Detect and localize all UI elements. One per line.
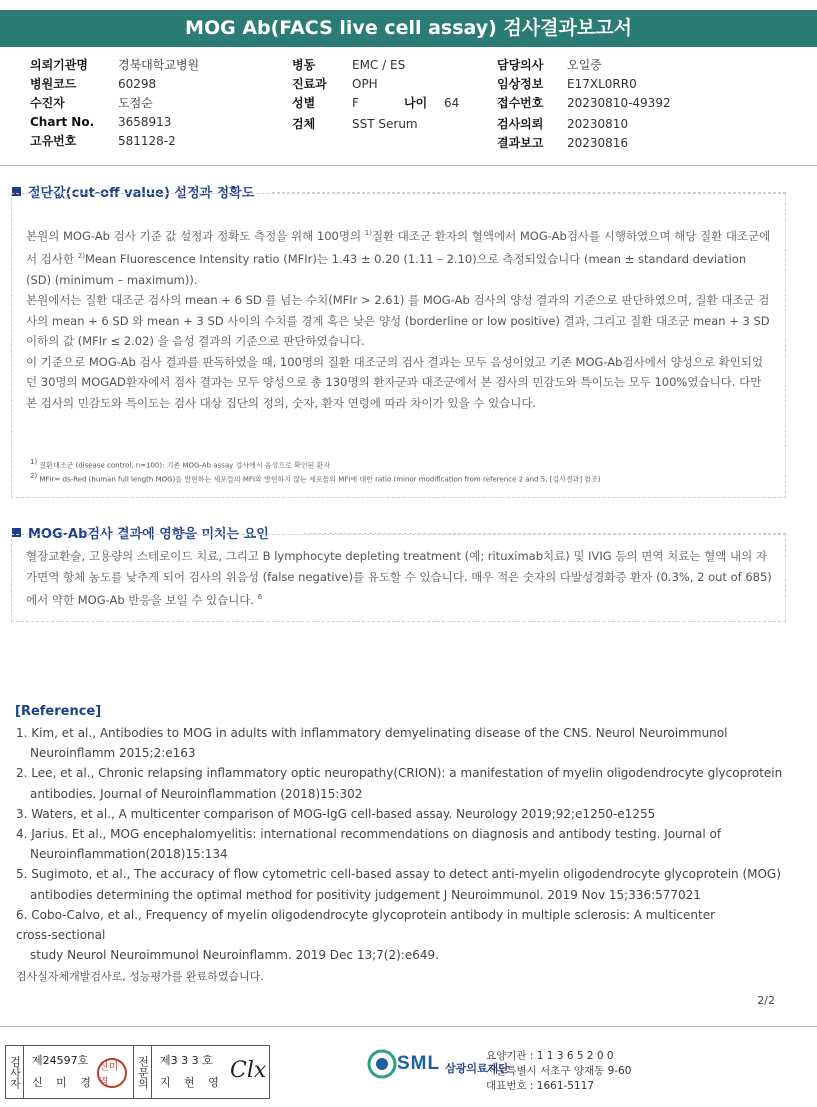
org-phone: 대표번호 : 1661-5117 — [486, 1080, 595, 1092]
info-label: Chart No. — [30, 115, 95, 129]
footnote-text: MFIr= ds-Red (human full length MOG)를 발현하는 세포들의 MFI와 발현하지 않는 세포들의 MFI에 대한 ratio (minor modification from reference 2 and 5, [검사결과] 참조) — [39, 475, 601, 484]
paragraph — [26, 223, 773, 290]
org-name: 삼광의료재단 — [445, 1062, 509, 1075]
info-value: F — [352, 96, 359, 110]
text: 본원의 MOG-Ab 검사 기준 값 설정과 정확도 측정을 위해 100명의 — [26, 228, 365, 243]
paragraph: 이 기준으로 MOG-Ab 검사 결과를 판독하였을 때, 100명의 질환 대조군의 검사 결과는 모두 음성이었고 기존 MOG-Ab검사에서 양성으로 확인되었던 30명의 MOGAD환자에서 검사 결과는 모두 양성으로 총 130명의 환자군과 대조군에서 본 검사의 민감도와 특이도는 모두 100%였습니다. 다만 본 검사의 민감도와 특이도는 검사 대상 집단의 정의, 숫자, 환자 연령에 따라 차이가 있을 수 있습니다. — [26, 354, 764, 410]
specialist-license: 제3 3 3 호 — [160, 1054, 213, 1067]
text: 질환 대조군 환자의 혈액에서 MOG-Ab검사를 시행하였으며 해당 질환 대조군에서 검사한 — [26, 228, 771, 267]
page-number: 2/2 — [757, 994, 775, 1007]
cutoff-content-box — [11, 193, 786, 498]
seal-stamp-icon: 신미경 — [97, 1058, 127, 1088]
reference-item: study Neurol Neuroimmunol Neuroinflamm. 2019 Dec 13;7(2):e649. — [30, 948, 439, 963]
text: 검사자 — [8, 1055, 22, 1089]
info-value: 20230816 — [567, 136, 629, 150]
org-code: 요양기관 : 1 1 3 6 5 2 0 0 — [486, 1050, 614, 1062]
info-value: EMC / ES — [352, 58, 406, 72]
age-value: 64 — [444, 96, 460, 110]
age-label: 나이 — [404, 96, 428, 110]
info-label: 진료과 — [292, 77, 327, 91]
validation-note: 검사실자체개발검사로, 성능평가를 완료하였습니다. — [16, 970, 264, 984]
org-info — [486, 1049, 631, 1094]
footnote-marker: 2) — [77, 252, 85, 261]
footnote-marker: 1) — [364, 229, 372, 237]
examiner-label — [6, 1046, 24, 1098]
examiner-name: 신 미 경 — [32, 1076, 96, 1089]
examiner-cell — [24, 1046, 134, 1098]
factors-content-box — [11, 534, 786, 622]
signature-box — [5, 1045, 270, 1099]
reference-item: cross-sectional — [16, 928, 106, 943]
text: 전문의 — [136, 1055, 150, 1089]
info-label: 접수번호 — [497, 96, 544, 110]
footnote — [30, 457, 770, 471]
reference-item: 2. Lee, et al., Chronic relapsing inflammatory optic neuropathy(CRION): a manifestation of myelin oligodendrocyte glycoprotein — [16, 766, 783, 781]
examiner-license: 제24597호 — [32, 1054, 89, 1067]
footnote-marker: 2) — [30, 472, 38, 481]
info-value: 581128-2 — [118, 134, 176, 148]
reference-heading: [Reference] — [15, 704, 102, 719]
reference-item: 4. Jarius. Et al., MOG encephalomyelitis: international recommendations on diagnosis and antibody testing. Journal of — [16, 827, 722, 842]
reference-list — [16, 723, 786, 988]
info-value: 20230810 — [567, 117, 629, 131]
cutoff-paragraphs — [26, 223, 773, 413]
reference-item: 1. Kim, et al., Antibodies to MOG in adults with inflammatory demyelinating disease of the CNS. Neurol Neuroimmunol — [16, 726, 728, 740]
specialist-cell — [152, 1046, 268, 1098]
info-column-3 — [497, 56, 671, 153]
footer-divider — [0, 1026, 817, 1027]
footnote-marker: 1) — [30, 458, 38, 466]
header-divider — [0, 165, 817, 166]
text: Mean Fluorescence Intensity ratio (MFIr)는 1.43 ± 0.20 (1.11 – 2.10)으로 측정되었습니다 (mean ± standard deviation (SD) (minimum – maximum)). — [26, 252, 747, 287]
reference-item: Neuroinflamm 2015;2:e163 — [30, 746, 196, 761]
section-title: MOG-Ab검사 결과에 영향을 미치는 요인 — [28, 527, 269, 542]
info-value: OPH — [352, 77, 378, 91]
reference-item: 5. Sugimoto, et al., The accuracy of flow cytometric cell-based assay to detect anti-myelin oligodendrocyte glycoprotein (MOG) — [16, 867, 781, 882]
info-value: 3658913 — [118, 115, 172, 129]
info-label: 의뢰기관명 — [30, 58, 88, 72]
text: 혈장교환술, 고용량의 스테로이드 치료, 그리고 B lymphocyte depleting treatment (예; rituximab치료) 및 IVIG 등의 면역 치료는 혈액 내의 자가면역 항체 농도를 낮추게 되어 검사의 위음성 (false negative)를 유도할 수 있습니다. 매우 적은 숫자의 다발성경화증 환자 (0.3%, 2 out of 685)에서 약한 MOG-Ab 반응을 보일 수 있습니다. — [26, 549, 772, 607]
report-title: MOG Ab(FACS live cell assay) 검사결과보고서 — [0, 10, 817, 47]
info-label: 고유번호 — [30, 134, 77, 148]
info-label: 수진자 — [30, 96, 65, 110]
info-value: 60298 — [118, 77, 157, 91]
info-label: 성별 — [292, 96, 316, 110]
reference-item: 6. Cobo-Calvo, et al., Frequency of myelin oligodendrocyte glycoprotein antibody in multiple sclerosis: A multicenter — [16, 907, 716, 922]
info-label: 병동 — [292, 58, 316, 72]
info-label: 검사의뢰 — [497, 117, 544, 131]
paragraph: 본원에서는 질환 대조군 검사의 mean + 6 SD 를 넘는 수치(MFIr > 2.61) 를 MOG-Ab 검사의 양성 결과의 기준으로 판단하였으며, 질환 대조군 검사의 mean + 6 SD 와 mean + 3 SD 사이의 수치를 경계 혹은 낮은 양성 (borderline or low positive) 결과, 그리고 질환 대조군 mean + 3 SD 이하의 값 (MFIr ≤ 2.02) 을 음성 결과의 기준으로 판단하였습니다. — [26, 293, 770, 349]
section-title: 절단값(cut-off value) 설정과 정확도 — [28, 186, 255, 201]
info-value: E17XL0RR0 — [567, 77, 637, 91]
reference-item: antibodies determining the optimal method for positivity judgement J Neuroimmunol. 2019 Nov 15;336:577021 — [30, 887, 701, 902]
reference-item: Neuroinflammation(2018)15:134 — [30, 847, 228, 862]
reference-item: 3. Waters, et al., A multicenter comparison of MOG-IgG cell-based assay. Neurology 2019;92;e1250-e1255 — [16, 806, 656, 821]
info-label: 임상정보 — [497, 77, 544, 91]
signature-icon: Clⅹ — [230, 1058, 267, 1083]
footnote — [30, 471, 770, 485]
info-value: 경북대학교병원 — [118, 58, 200, 72]
logo-text: SML — [397, 1053, 441, 1074]
info-column-1 — [30, 56, 199, 151]
reference-item: antibodies. Journal of Neuroinflammation (2018)15:302 — [30, 786, 363, 801]
info-label: 검체 — [292, 117, 316, 131]
info-value: 오일중 — [567, 58, 602, 72]
sml-logo-icon — [367, 1049, 397, 1079]
footnotes — [30, 457, 770, 486]
info-column-2 — [292, 56, 459, 134]
specialist-label — [134, 1046, 152, 1098]
org-address: 서울특별시 서초구 양재동 9-60 — [486, 1065, 632, 1077]
info-label: 결과보고 — [497, 136, 544, 150]
footnote-marker: 6 — [257, 593, 263, 601]
info-value: SST Serum — [352, 117, 418, 131]
info-label: 병원코드 — [30, 77, 77, 91]
info-value: 20230810-49392 — [567, 96, 671, 110]
specialist-name: 지 현 영 — [160, 1076, 224, 1089]
info-label: 담당의사 — [497, 58, 544, 72]
info-value: 도점순 — [118, 96, 153, 110]
paragraph — [26, 546, 773, 610]
footnote-text: 질환대조군 (disease control, n=100): 기존 MOG-Ab assay 검사에서 음성으로 확인된 환자 — [39, 461, 331, 470]
